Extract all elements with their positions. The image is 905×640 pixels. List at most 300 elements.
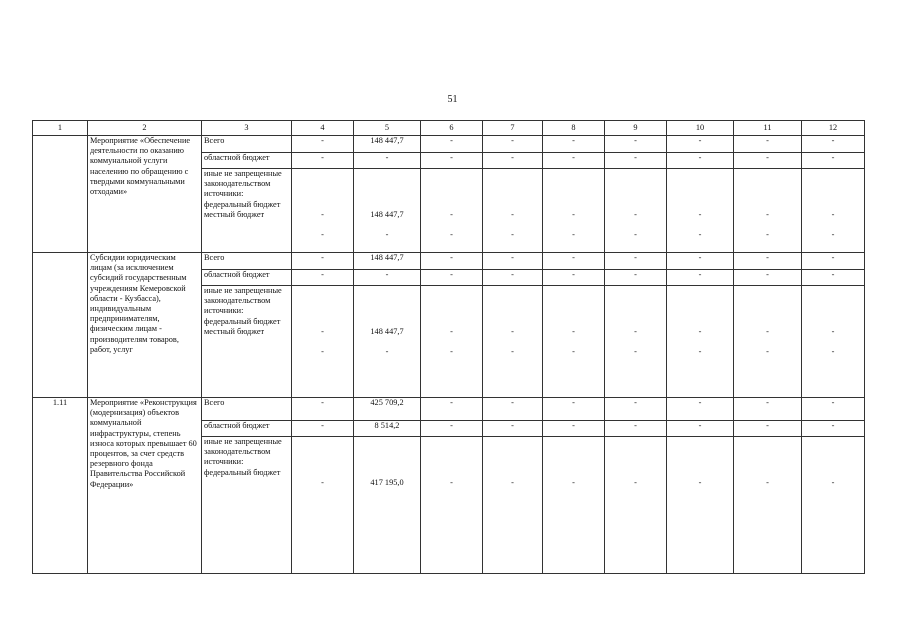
value: -: [511, 477, 514, 487]
column-header-6: 6: [421, 121, 483, 136]
spacer: [485, 169, 540, 179]
value-cell-col-8: -: [543, 136, 605, 153]
spacer: [356, 457, 418, 467]
spacer: [356, 437, 418, 447]
column-header-12: 12: [802, 121, 865, 136]
spacer: [607, 447, 664, 457]
value-cell-col-4: -: [292, 136, 354, 153]
value: -: [511, 326, 514, 336]
value-cell-col-8: -: [543, 398, 605, 421]
spacer: [423, 296, 480, 306]
spacer: [423, 457, 480, 467]
value-cell-col-5: -: [354, 153, 421, 169]
funding-source: [202, 169, 292, 253]
spacer: [485, 296, 540, 306]
spacer: [485, 317, 540, 327]
value: -: [572, 477, 575, 487]
spacer: [423, 317, 480, 327]
value-cell-col-8: [543, 169, 605, 253]
spacer: [804, 457, 862, 467]
value-cell-col-6: [421, 286, 483, 398]
spacer: [294, 468, 351, 478]
spacer: [736, 457, 799, 467]
spacer: [545, 447, 602, 457]
value: -: [766, 477, 769, 487]
value: -: [511, 347, 514, 357]
value-cell-col-6: [421, 437, 483, 574]
value-cell-col-6: -: [421, 421, 483, 437]
value-cell-col-9: -: [605, 153, 667, 169]
spacer: [669, 296, 731, 306]
value-cell-col-5: [354, 286, 421, 398]
spacer: [356, 286, 418, 296]
spacer: [804, 169, 862, 179]
spacer: [607, 286, 664, 296]
spacer: [607, 189, 664, 199]
value-cell-col-8: -: [543, 153, 605, 169]
value-cell-col-10: [667, 169, 734, 253]
value-cell-col-9: -: [605, 398, 667, 421]
spacer: [294, 200, 351, 210]
spacer: [356, 488, 418, 498]
spacer: [485, 179, 540, 189]
value: -: [450, 347, 453, 357]
spacer: [294, 437, 351, 447]
value: -: [698, 230, 702, 240]
value: -: [321, 209, 324, 219]
value-cell-col-5: 148 447,7: [354, 253, 421, 270]
spacer: [804, 488, 862, 498]
spacer: [736, 220, 799, 230]
spacer: [736, 306, 799, 316]
funding-source: областной бюджет: [202, 153, 292, 169]
funding-source-label: иные не запрещенные законодательством источники:: [204, 437, 282, 467]
spacer: [356, 306, 418, 316]
value: -: [634, 477, 637, 487]
spacer: [294, 488, 351, 498]
value: -: [511, 209, 514, 219]
spacer: [669, 337, 731, 347]
spacer: [545, 468, 602, 478]
value-cell-col-10: -: [667, 270, 734, 286]
value-cell-col-7: [483, 437, 543, 574]
value-cell-col-7: -: [483, 253, 543, 270]
value: -: [634, 209, 637, 219]
spacer: [545, 296, 602, 306]
spacer: [356, 447, 418, 457]
spacer: [607, 457, 664, 467]
spacer: [423, 306, 480, 316]
spacer: [736, 437, 799, 447]
column-header-3: 3: [202, 121, 292, 136]
spacer: [607, 296, 664, 306]
value: -: [572, 230, 575, 240]
value: -: [385, 230, 389, 240]
value-cell-col-12: -: [802, 421, 865, 437]
spacer: [485, 286, 540, 296]
spacer: [423, 200, 480, 210]
value-cell-col-12: [802, 437, 865, 574]
value-cell-col-11: [734, 437, 802, 574]
value-cell-col-12: -: [802, 270, 865, 286]
spacer: [736, 317, 799, 327]
value-cell-col-10: -: [667, 398, 734, 421]
value-cell-col-10: [667, 286, 734, 398]
spacer: [669, 317, 731, 327]
column-header-4: 4: [292, 121, 354, 136]
column-header-7: 7: [483, 121, 543, 136]
spacer: [804, 468, 862, 478]
spacer: [485, 457, 540, 467]
value: -: [634, 230, 637, 240]
value: -: [450, 230, 453, 240]
value-cell-col-11: -: [734, 253, 802, 270]
spacer: [669, 437, 731, 447]
funding-source: областной бюджет: [202, 270, 292, 286]
value-cell-col-7: -: [483, 136, 543, 153]
spacer: [669, 169, 731, 179]
spacer: [669, 200, 731, 210]
value-cell-col-4: -: [292, 153, 354, 169]
value-cell-col-8: [543, 437, 605, 574]
spacer: [804, 189, 862, 199]
value-cell-col-11: -: [734, 153, 802, 169]
spacer: [294, 317, 351, 327]
table-row: [33, 253, 865, 270]
value: -: [450, 209, 453, 219]
value: -: [698, 326, 702, 336]
value-cell-col-7: [483, 286, 543, 398]
value: -: [321, 477, 324, 487]
row-index: [33, 136, 88, 253]
value-cell-col-8: -: [543, 421, 605, 437]
column-header-2: 2: [88, 121, 202, 136]
spacer: [294, 169, 351, 179]
value-cell-col-4: -: [292, 253, 354, 270]
column-header-11: 11: [734, 121, 802, 136]
spacer: [485, 447, 540, 457]
spacer: [804, 296, 862, 306]
value-cell-col-4: -: [292, 398, 354, 421]
value-cell-col-4: [292, 286, 354, 398]
value: -: [572, 347, 575, 357]
spacer: [804, 200, 862, 210]
value: 148 447,7: [370, 209, 404, 219]
spacer: [294, 179, 351, 189]
spacer: [294, 220, 351, 230]
value-cell-col-6: -: [421, 253, 483, 270]
spacer: [669, 179, 731, 189]
value-cell-col-12: [802, 169, 865, 253]
budget-table: [32, 120, 865, 574]
value-cell-col-6: -: [421, 270, 483, 286]
spacer: [545, 488, 602, 498]
value-cell-col-7: -: [483, 398, 543, 421]
value-cell-col-11: -: [734, 421, 802, 437]
value: -: [698, 477, 702, 487]
spacer: [423, 189, 480, 199]
spacer: [607, 179, 664, 189]
spacer: [804, 447, 862, 457]
value-cell-col-11: -: [734, 270, 802, 286]
value-cell-col-9: [605, 286, 667, 398]
value-cell-col-9: [605, 169, 667, 253]
value: -: [831, 347, 835, 357]
value: -: [321, 230, 324, 240]
value: -: [634, 326, 637, 336]
funding-subsource-label: местный бюджет: [204, 326, 265, 336]
spacer: [356, 337, 418, 347]
value-cell-col-8: -: [543, 270, 605, 286]
activity-name: Субсидии юридическим лицам (за исключением субсидий государственным учреждениям Кемеровской области - Кузбасса), индивидуальным предпринимателям, физическим лицам - производителям товаров, работ, услуг: [88, 253, 202, 398]
value: -: [385, 347, 389, 357]
activity-name: Мероприятие «Реконструкция (модернизация) объектов коммунальной инфраструктуры, степень износа которых превышает 60 процентов, за счет средств резервного фонда Правительства Российской Федерации»: [88, 398, 202, 574]
value: -: [450, 477, 453, 487]
spacer: [545, 457, 602, 467]
value: -: [698, 347, 702, 357]
spacer: [607, 200, 664, 210]
spacer: [669, 447, 731, 457]
funding-source: Всего: [202, 253, 292, 270]
table-row: [33, 136, 865, 153]
spacer: [736, 488, 799, 498]
spacer: [356, 189, 418, 199]
spacer: [804, 317, 862, 327]
spacer: [736, 468, 799, 478]
spacer: [607, 488, 664, 498]
column-header-9: 9: [605, 121, 667, 136]
spacer: [294, 447, 351, 457]
spacer: [607, 220, 664, 230]
funding-source-label: иные не запрещенные законодательством источники:: [204, 286, 282, 316]
spacer: [804, 306, 862, 316]
spacer: [485, 189, 540, 199]
spacer: [545, 179, 602, 189]
value-cell-col-11: -: [734, 398, 802, 421]
value: -: [831, 326, 835, 336]
value-cell-col-6: -: [421, 136, 483, 153]
spacer: [804, 286, 862, 296]
spacer: [356, 169, 418, 179]
value-cell-col-4: [292, 169, 354, 253]
spacer: [545, 200, 602, 210]
spacer: [423, 286, 480, 296]
value-cell-col-5: [354, 169, 421, 253]
value: 417 195,0: [370, 477, 404, 487]
spacer: [485, 220, 540, 230]
value-cell-col-6: [421, 169, 483, 253]
funding-subsource-label: федеральный бюджет: [204, 316, 281, 326]
spacer: [804, 220, 862, 230]
value: -: [698, 209, 702, 219]
spacer: [669, 488, 731, 498]
funding-source: областной бюджет: [202, 421, 292, 437]
value-cell-col-10: -: [667, 253, 734, 270]
value-cell-col-7: [483, 169, 543, 253]
spacer: [545, 306, 602, 316]
spacer: [669, 189, 731, 199]
value-cell-col-8: [543, 286, 605, 398]
value-cell-col-11: -: [734, 136, 802, 153]
spacer: [356, 179, 418, 189]
value: -: [321, 347, 324, 357]
spacer: [356, 317, 418, 327]
value-cell-col-11: [734, 286, 802, 398]
spacer: [545, 189, 602, 199]
spacer: [485, 200, 540, 210]
value-cell-col-5: -: [354, 270, 421, 286]
value: -: [572, 326, 575, 336]
spacer: [669, 220, 731, 230]
value-cell-col-6: -: [421, 153, 483, 169]
spacer: [485, 437, 540, 447]
spacer: [669, 468, 731, 478]
spacer: [736, 200, 799, 210]
value-cell-col-12: -: [802, 136, 865, 153]
spacer: [423, 220, 480, 230]
value-cell-col-7: -: [483, 270, 543, 286]
funding-source: [202, 286, 292, 398]
value-cell-col-12: -: [802, 153, 865, 169]
spacer: [804, 437, 862, 447]
spacer: [545, 169, 602, 179]
value-cell-col-10: -: [667, 153, 734, 169]
spacer: [545, 437, 602, 447]
spacer: [423, 468, 480, 478]
spacer: [607, 169, 664, 179]
spacer: [294, 296, 351, 306]
value-cell-col-5: [354, 437, 421, 574]
value-cell-col-7: -: [483, 421, 543, 437]
spacer: [423, 337, 480, 347]
spacer: [294, 337, 351, 347]
funding-subsource-label: федеральный бюджет: [204, 199, 281, 209]
value-cell-col-12: -: [802, 253, 865, 270]
activity-name: Мероприятие «Обеспечение деятельности по оказанию коммунальной услуги населению по обращению с твердыми коммунальными отходами»: [88, 136, 202, 253]
spacer: [356, 296, 418, 306]
spacer: [294, 286, 351, 296]
row-index: [33, 253, 88, 398]
value: -: [766, 347, 769, 357]
value-cell-col-8: -: [543, 253, 605, 270]
value-cell-col-12: [802, 286, 865, 398]
value-cell-col-7: -: [483, 153, 543, 169]
value-cell-col-10: -: [667, 136, 734, 153]
spacer: [485, 306, 540, 316]
spacer: [545, 286, 602, 296]
value: -: [634, 347, 637, 357]
value-cell-col-10: [667, 437, 734, 574]
value-cell-col-5: 425 709,2: [354, 398, 421, 421]
value-cell-col-9: -: [605, 421, 667, 437]
column-header-5: 5: [354, 121, 421, 136]
spacer: [485, 337, 540, 347]
spacer: [485, 488, 540, 498]
column-header-10: 10: [667, 121, 734, 136]
spacer: [736, 296, 799, 306]
value-cell-col-4: -: [292, 421, 354, 437]
spacer: [669, 286, 731, 296]
spacer: [356, 200, 418, 210]
value: -: [831, 477, 835, 487]
value: -: [511, 230, 514, 240]
value-cell-col-4: [292, 437, 354, 574]
spacer: [356, 220, 418, 230]
spacer: [423, 169, 480, 179]
funding-source: Всего: [202, 398, 292, 421]
value: -: [766, 230, 769, 240]
value: -: [831, 230, 835, 240]
column-header-1: 1: [33, 121, 88, 136]
funding-source: [202, 437, 292, 574]
spacer: [607, 306, 664, 316]
value: -: [321, 326, 324, 336]
spacer: [607, 437, 664, 447]
value-cell-col-5: 148 447,7: [354, 136, 421, 153]
funding-source-label: иные не запрещенные законодательством источники:: [204, 169, 282, 199]
spacer: [607, 468, 664, 478]
spacer: [736, 286, 799, 296]
spacer: [356, 468, 418, 478]
table-body: [33, 136, 865, 574]
value-cell-col-6: -: [421, 398, 483, 421]
spacer: [294, 457, 351, 467]
value-cell-col-5: 8 514,2: [354, 421, 421, 437]
value-cell-col-9: -: [605, 136, 667, 153]
value: -: [766, 326, 769, 336]
value-cell-col-11: [734, 169, 802, 253]
spacer: [736, 447, 799, 457]
spacer: [294, 306, 351, 316]
column-header-8: 8: [543, 121, 605, 136]
value-cell-col-10: -: [667, 421, 734, 437]
funding-subsource-label: федеральный бюджет: [204, 467, 281, 477]
value-cell-col-9: -: [605, 270, 667, 286]
spacer: [545, 337, 602, 347]
value: 148 447,7: [370, 326, 404, 336]
spacer: [736, 189, 799, 199]
spacer: [485, 468, 540, 478]
spacer: [804, 179, 862, 189]
value: -: [766, 209, 769, 219]
spacer: [423, 447, 480, 457]
spacer: [669, 306, 731, 316]
spacer: [423, 179, 480, 189]
spacer: [607, 337, 664, 347]
spacer: [545, 220, 602, 230]
value: -: [831, 209, 835, 219]
value: -: [572, 209, 575, 219]
spacer: [545, 317, 602, 327]
spacer: [423, 437, 480, 447]
value-cell-col-9: -: [605, 253, 667, 270]
funding-source: Всего: [202, 136, 292, 153]
spacer: [804, 337, 862, 347]
row-index: 1.11: [33, 398, 88, 574]
value: -: [450, 326, 453, 336]
page-number: 51: [447, 94, 458, 105]
spacer: [423, 488, 480, 498]
spacer: [669, 457, 731, 467]
value-cell-col-4: -: [292, 270, 354, 286]
spacer: [294, 189, 351, 199]
spacer: [736, 179, 799, 189]
spacer: [736, 169, 799, 179]
spacer: [607, 317, 664, 327]
table-row: [33, 398, 865, 421]
spacer: [736, 337, 799, 347]
value-cell-col-9: [605, 437, 667, 574]
